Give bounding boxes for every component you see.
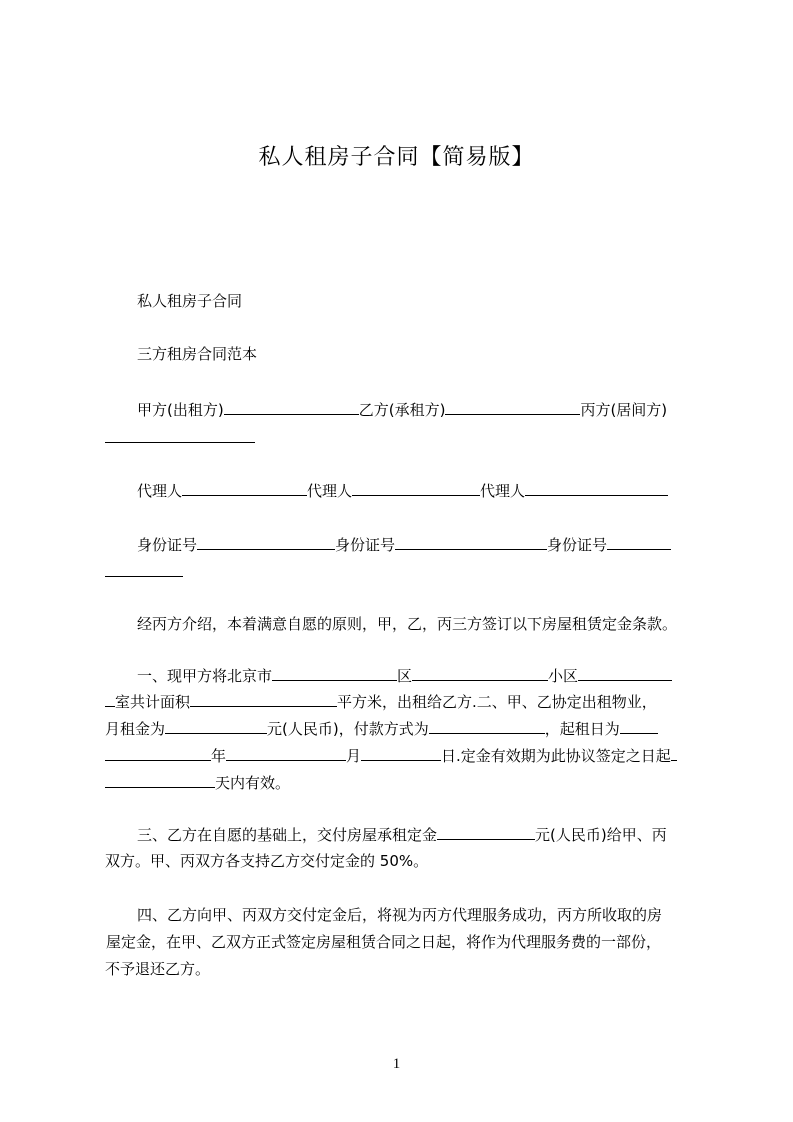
clause4-line1: 四、乙方向甲、丙双方交付定金后，将视为丙方代理服务成功，丙方所收取的房 [137,906,663,924]
blank-field [412,664,548,681]
clause3-text: 元(人民币)给甲、丙 [535,826,667,844]
clause4-line2: 屋定金，在甲、乙双方正式签定房屋租赁合同之日起，将作为代理服务费的一部份， [106,933,662,951]
parties-line-cont [105,426,255,449]
page-number: 1 [392,1056,401,1072]
clause3-line1 [137,823,667,846]
blank-field [190,690,337,707]
clause1-text: 区 [397,667,413,685]
clause1-text: 元(人民币)，付款方式为 [267,720,429,738]
id-line-cont [105,560,183,583]
clause1-text: 年 [211,747,227,765]
clause3-line2: 双方。甲、丙双方各支持乙方交付定金的 50%。 [105,852,429,870]
blank-field [224,398,359,415]
blank-field [105,690,115,707]
blank-field [671,744,677,761]
clause1-line1 [137,664,672,687]
intro-paragraph: 经丙方介绍，本着满意自愿的原则，甲，乙，丙三方签订以下房屋租赁定金条款。 [137,615,678,633]
clause1-text: 月租金为 [105,720,166,738]
blank-field [620,717,658,734]
clause1-text: 室共计面积 [115,693,191,711]
id-label: 身份证号 [137,536,198,554]
party-b-label: 乙方(承租方) [358,401,446,419]
clause1-line5 [105,771,290,794]
blank-field [445,398,580,415]
clause3-text: 三、乙方在自愿的基础上，交付房屋承租定金 [137,826,438,844]
paragraph-template-name: 三方租房合同范本 [137,345,258,363]
blank-field [105,426,255,443]
id-label: 身份证号 [547,536,608,554]
blank-field [182,479,307,496]
blank-field [105,744,211,761]
agent-label: 代理人 [307,482,353,500]
id-line [137,533,671,556]
paragraph-contract-name: 私人租房子合同 [137,292,243,310]
blank-field [272,664,397,681]
blank-field [437,823,535,840]
clause1-text: 小区 [548,667,579,685]
agents-line [137,479,668,502]
blank-field [226,744,346,761]
blank-field [525,479,668,496]
clause1-text: ，起租日为 [544,720,620,738]
clause1-text: 天内有效。 [215,774,291,792]
parties-line [137,398,667,421]
blank-field [105,560,183,577]
clause1-text: 月 [346,747,362,765]
blank-field [197,533,335,550]
blank-field [429,717,545,734]
id-label: 身份证号 [335,536,396,554]
party-a-label: 甲方(出租方) [137,401,224,419]
clause4-line3: 不予退还乙方。 [105,960,211,978]
clause1-line2 [105,690,657,713]
blank-field [607,533,671,550]
clause1-line4 [105,744,677,767]
agent-label: 代理人 [137,482,183,500]
clause1-text: 平方米，出租给乙方.二、甲、乙协定出租物业， [337,693,657,711]
blank-field [165,717,267,734]
agent-label: 代理人 [480,482,526,500]
blank-field [352,479,480,496]
clause1-text: 一、现甲方将北京市 [137,667,273,685]
blank-field [578,664,672,681]
clause1-line3 [105,717,658,740]
document-title: 私人租房子合同【简易版】 [258,145,535,170]
blank-field [395,533,547,550]
clause1-text: 日.定金有效期为此协议签定之日起 [441,747,671,765]
blank-field [361,744,441,761]
party-c-label: 丙方(居间方) [580,401,668,419]
blank-field [105,771,215,788]
